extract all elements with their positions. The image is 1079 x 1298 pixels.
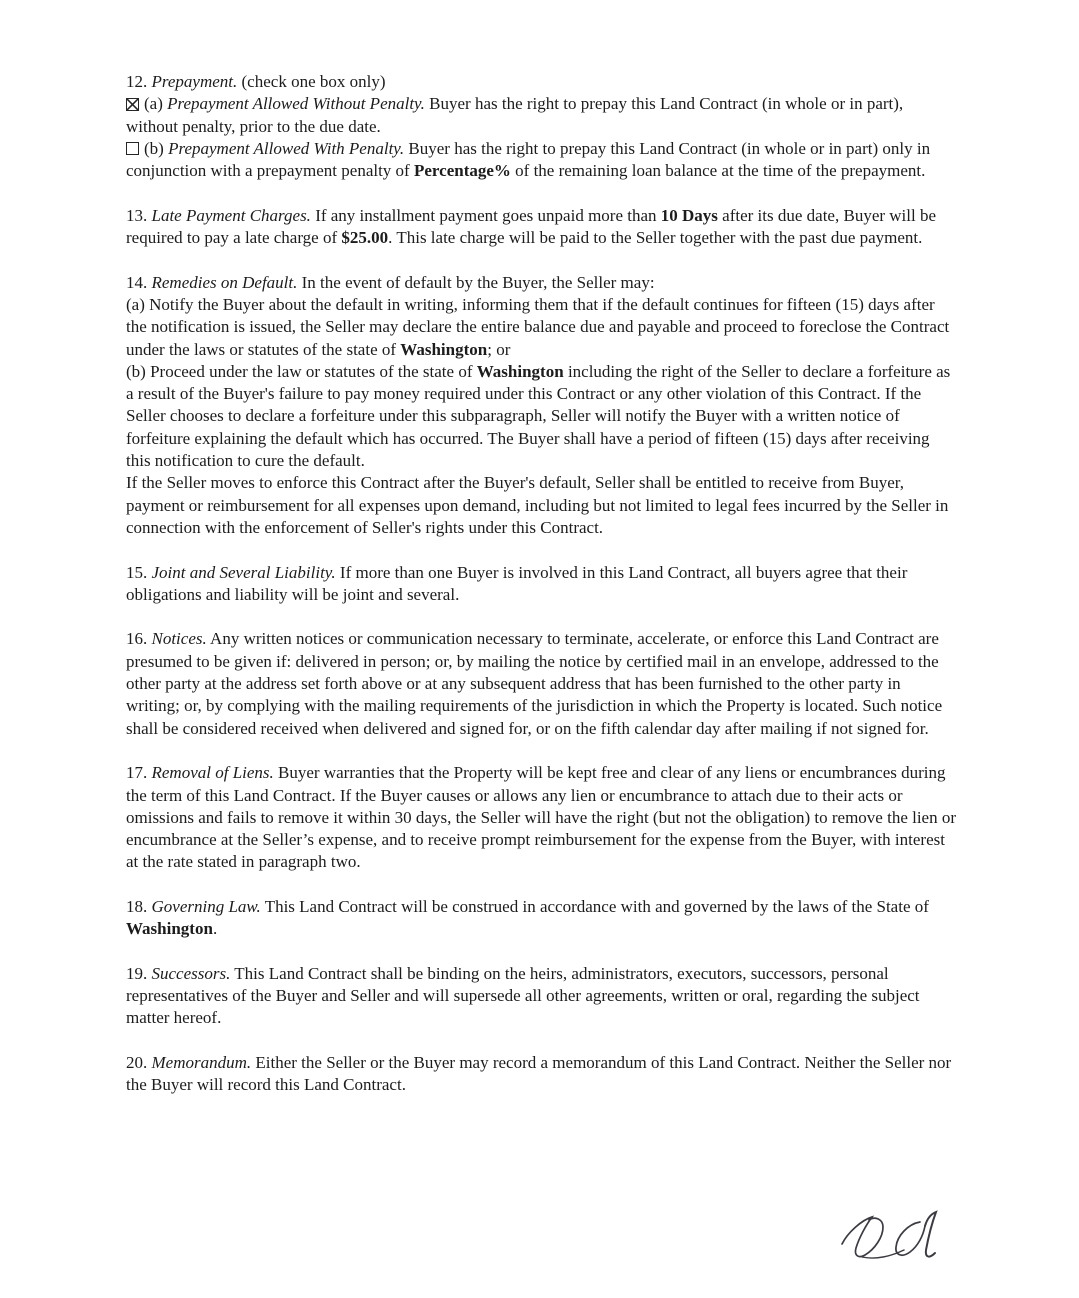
text-block	[126, 138, 956, 183]
text-run: (check one box only)	[237, 72, 386, 91]
text-block	[126, 628, 956, 739]
text-run: This Land Contract will be construed in accordance with and governed by the laws of the State of	[260, 896, 929, 916]
text-run: Buyer has the right to prepay this Land Contract (in whole or in part), without penalty, prior to the due date.	[126, 94, 904, 136]
checkbox-checked-icon	[126, 98, 139, 111]
text-run: Percentage%	[413, 161, 511, 181]
text-run: Washington	[400, 339, 488, 359]
text-run: 20.	[126, 1053, 152, 1073]
text-run: . This late charge will be paid to the Seller together with the past due payment.	[388, 228, 923, 248]
text-run: Washington	[476, 361, 564, 381]
text-run: 18.	[126, 896, 152, 916]
text-block	[126, 963, 956, 1030]
paragraph-17-removal-of-liens	[126, 762, 956, 873]
text-block	[126, 272, 956, 294]
text-run: (b)	[144, 138, 169, 158]
text-run: after its due date, Buyer will be required to pay a late charge of	[126, 205, 937, 248]
text-block	[126, 896, 956, 941]
text-run: Buyer warranties that the Property will be kept free and clear of any liens or encumbrances during the term of this Land Contract. If the Buyer causes or allows any lien or encumbrance to attach due to their acts or omissions and fails to remove it within 30 days, the Seller will have the right (but not the obligation) to remove the lien or encumbrance at the Seller’s expense, and to receive prompt reimbursement for the expense from the Buyer, with interest at the rate stated in paragraph two.	[126, 763, 957, 872]
text-block	[126, 472, 956, 539]
paragraph-14-remedies-on-default	[126, 272, 956, 540]
text-run: $25.00	[341, 228, 389, 248]
checkbox-unchecked-icon	[126, 142, 139, 155]
text-run: If the Seller moves to enforce this Contract after the Buyer's default, Seller shall be entitled to receive from Buyer, payment or reimbursement for all expenses upon demand, including but not limited to legal fees incurred by the Seller in connection with the enforcement of Seller's rights under this Contract.	[126, 473, 949, 537]
paragraph-20-memorandum	[126, 1052, 956, 1097]
text-run: 13.	[126, 205, 152, 225]
paragraph-12-prepayment	[126, 71, 956, 182]
text-run: Removal of Liens.	[151, 763, 274, 783]
paragraph-16-notices	[126, 628, 956, 739]
text-run: Either the Seller or the Buyer may record a memorandum of this Land Contract. Neither the Seller nor the Buyer will record this Land Contract.	[126, 1053, 952, 1095]
paragraph-13-late-payment-charges	[126, 205, 956, 250]
text-block	[126, 205, 956, 250]
signature-ink-icon	[838, 1210, 942, 1266]
text-run: Notices.	[151, 629, 207, 649]
text-run: including the right of the Seller to declare a forfeiture as a result of the Buyer's failure to pay money required under this Contract or any other violation of this Contract. If the Seller chooses to declare a forfeiture under this subparagraph, Seller will notify the Buyer with a written notice of forfeiture explaining the default which has occurred. The Buyer shall have a period of fifteen (15) days after receiving this notification to cure the default.	[126, 361, 951, 471]
text-run: Any written notices or communication necessary to terminate, accelerate, or enforce this Land Contract are presumed to be given if: delivered in person; or, by mailing the notice by certified mail in an envelope, addressed to the other party at the address set forth above or at any subsequent address that has been furnished to the other party in writing; or, by complying with the mailing requirements of the jurisdiction in which the Property is located. Such notice shall be considered received when delivered and signed for, or on the fifth calendar day after mailing if not signed for.	[126, 629, 943, 738]
text-block	[126, 762, 956, 873]
signature-initials-DA	[838, 1210, 942, 1266]
text-run: Washington	[126, 919, 213, 939]
text-run: Prepayment.	[151, 72, 238, 91]
text-run: 10 Days	[660, 205, 718, 225]
paragraph-19-successors	[126, 963, 956, 1030]
text-run: Joint and Several Liability.	[151, 562, 336, 582]
text-run: Memorandum.	[151, 1053, 252, 1073]
text-block	[126, 361, 956, 472]
text-run: (a)	[144, 94, 168, 114]
contract-body	[126, 71, 956, 1097]
text-block	[126, 294, 956, 361]
text-block	[126, 1052, 956, 1097]
text-run: Late Payment Charges.	[151, 205, 311, 225]
text-run: 12.	[126, 72, 152, 91]
paragraph-18-governing-law	[126, 896, 956, 941]
text-run: Remedies on Default.	[151, 272, 298, 292]
text-run: Prepayment Allowed Without Penalty.	[167, 94, 425, 114]
text-run: of the remaining loan balance at the time of the prepayment.	[510, 161, 926, 181]
text-run: In the event of default by the Buyer, the Seller may:	[297, 272, 655, 292]
text-run: ; or	[487, 339, 511, 359]
text-run: 16.	[126, 629, 152, 649]
text-run: If more than one Buyer is involved in this Land Contract, all buyers agree that their obligations and liability will be joint and several.	[126, 562, 908, 604]
text-run: (b) Proceed under the law or statutes of the state of	[126, 361, 477, 381]
paragraph-15-joint-and-several-liability	[126, 562, 956, 607]
text-run: Successors.	[151, 963, 231, 983]
text-block	[126, 562, 956, 607]
text-run: 14.	[126, 272, 152, 292]
text-block	[126, 71, 956, 93]
text-run: (a) Notify the Buyer about the default in writing, informing them that if the default continues for fifteen (15) days after the notification is issued, the Seller may declare the entire balance due and payable and proceed to foreclose the Contract under the laws or statutes of the state of	[126, 294, 950, 359]
text-run: This Land Contract shall be binding on the heirs, administrators, executors, successors, personal representatives of the Buyer and Seller and will supersede all other agreements, written or oral, regarding the subject matter hereof.	[126, 963, 920, 1028]
text-run: Prepayment Allowed With Penalty.	[168, 138, 405, 158]
text-run: Governing Law.	[151, 896, 261, 916]
text-run: .	[212, 919, 218, 939]
text-run: 15.	[126, 562, 152, 582]
text-block	[126, 93, 956, 138]
text-run: Buyer has the right to prepay this Land Contract (in whole or in part) only in conjunction with a prepayment penalty of	[126, 138, 931, 181]
text-run: If any installment payment goes unpaid more than	[310, 205, 661, 225]
text-run: 19.	[126, 963, 152, 983]
text-run: 17.	[126, 763, 152, 783]
